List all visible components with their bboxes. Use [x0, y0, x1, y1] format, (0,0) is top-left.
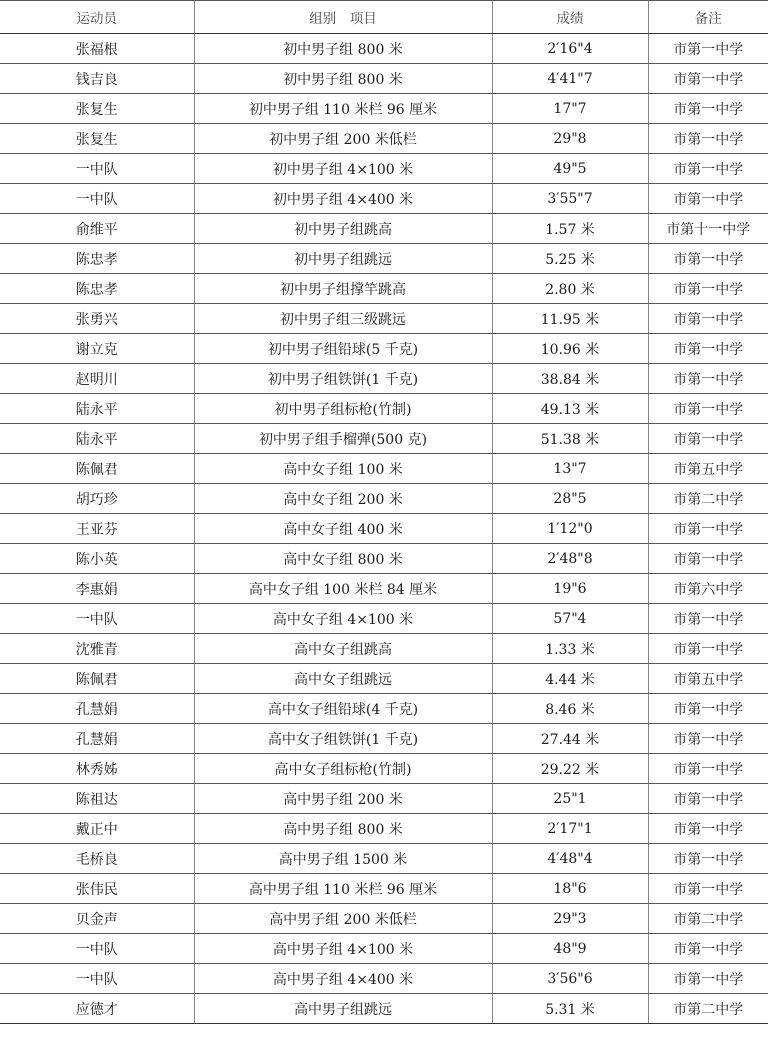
result-cell: 5.25 米	[492, 244, 648, 274]
result-cell: 19"6	[492, 574, 648, 604]
event-cell: 初中男子组 800 米	[194, 64, 492, 94]
event-cell: 初中男子组 110 米栏 96 厘米	[194, 94, 492, 124]
table-header	[0, 1, 768, 34]
event-cell: 高中男子组 110 米栏 96 厘米	[194, 874, 492, 904]
event-cell: 高中男子组 800 米	[194, 814, 492, 844]
table-row	[0, 334, 768, 364]
note-cell: 市第一中学	[648, 514, 768, 544]
result-cell: 13"7	[492, 454, 648, 484]
table-row	[0, 154, 768, 184]
result-cell: 29"3	[492, 904, 648, 934]
result-cell: 38.84 米	[492, 364, 648, 394]
event-cell: 初中男子组手榴弹(500 克)	[194, 424, 492, 454]
note-cell: 市第一中学	[648, 34, 768, 64]
athlete-cell: 赵明川	[0, 364, 194, 394]
table-row	[0, 724, 768, 754]
header-athlete: 运动员	[0, 1, 194, 34]
event-cell: 初中男子组撑竿跳高	[194, 274, 492, 304]
note-cell: 市第一中学	[648, 154, 768, 184]
event-cell: 高中男子组 4×100 米	[194, 934, 492, 964]
result-cell: 11.95 米	[492, 304, 648, 334]
athlete-cell: 陈小英	[0, 544, 194, 574]
event-cell: 初中男子组铁饼(1 千克)	[194, 364, 492, 394]
athlete-cell: 贝金声	[0, 904, 194, 934]
athlete-cell: 陆永平	[0, 424, 194, 454]
event-cell: 高中女子组 100 米	[194, 454, 492, 484]
note-cell: 市第一中学	[648, 424, 768, 454]
athlete-cell: 谢立克	[0, 334, 194, 364]
result-cell: 4′41"7	[492, 64, 648, 94]
note-cell: 市第一中学	[648, 694, 768, 724]
table-row	[0, 364, 768, 394]
table-row	[0, 184, 768, 214]
note-cell: 市第一中学	[648, 784, 768, 814]
table-row	[0, 64, 768, 94]
event-cell: 高中女子组铁饼(1 千克)	[194, 724, 492, 754]
note-cell: 市第一中学	[648, 244, 768, 274]
result-cell: 49"5	[492, 154, 648, 184]
athlete-cell: 胡巧珍	[0, 484, 194, 514]
result-cell: 1.57 米	[492, 214, 648, 244]
note-cell: 市第一中学	[648, 964, 768, 994]
athlete-cell: 一中队	[0, 964, 194, 994]
athlete-cell: 毛桥良	[0, 844, 194, 874]
note-cell: 市第一中学	[648, 874, 768, 904]
result-cell: 2′16"4	[492, 34, 648, 64]
result-cell: 10.96 米	[492, 334, 648, 364]
athlete-cell: 孔慧娟	[0, 724, 194, 754]
athlete-cell: 陈忠孝	[0, 244, 194, 274]
event-cell: 高中女子组 4×100 米	[194, 604, 492, 634]
athlete-cell: 俞维平	[0, 214, 194, 244]
table-row	[0, 484, 768, 514]
table-row	[0, 214, 768, 244]
note-cell: 市第一中学	[648, 634, 768, 664]
note-cell: 市第一中学	[648, 754, 768, 784]
table-row	[0, 274, 768, 304]
table-row	[0, 904, 768, 934]
table-row	[0, 844, 768, 874]
result-cell: 17"7	[492, 94, 648, 124]
note-cell: 市第一中学	[648, 814, 768, 844]
athlete-cell: 李惠娟	[0, 574, 194, 604]
table-row	[0, 124, 768, 154]
athlete-cell: 孔慧娟	[0, 694, 194, 724]
event-cell: 高中女子组 400 米	[194, 514, 492, 544]
athlete-cell: 王亚芬	[0, 514, 194, 544]
event-cell: 初中男子组 4×400 米	[194, 184, 492, 214]
event-cell: 初中男子组 200 米低栏	[194, 124, 492, 154]
athlete-cell: 林秀姊	[0, 754, 194, 784]
event-cell: 高中女子组跳高	[194, 634, 492, 664]
athlete-cell: 一中队	[0, 154, 194, 184]
event-cell: 初中男子组三级跳远	[194, 304, 492, 334]
event-cell: 高中女子组铅球(4 千克)	[194, 694, 492, 724]
result-cell: 1′12"0	[492, 514, 648, 544]
result-cell: 57"4	[492, 604, 648, 634]
result-cell: 4.44 米	[492, 664, 648, 694]
note-cell: 市第六中学	[648, 574, 768, 604]
event-cell: 初中男子组跳高	[194, 214, 492, 244]
result-cell: 2′48"8	[492, 544, 648, 574]
event-cell: 初中男子组跳远	[194, 244, 492, 274]
athlete-cell: 陈佩君	[0, 454, 194, 484]
note-cell: 市第一中学	[648, 844, 768, 874]
athlete-cell: 一中队	[0, 604, 194, 634]
table-row	[0, 634, 768, 664]
table-row	[0, 604, 768, 634]
table-row	[0, 784, 768, 814]
note-cell: 市第二中学	[648, 904, 768, 934]
note-cell: 市第二中学	[648, 994, 768, 1024]
event-cell: 高中男子组跳远	[194, 994, 492, 1024]
athlete-cell: 张勇兴	[0, 304, 194, 334]
athlete-cell: 张伟民	[0, 874, 194, 904]
table-row	[0, 574, 768, 604]
athlete-cell: 一中队	[0, 184, 194, 214]
note-cell: 市第一中学	[648, 334, 768, 364]
table-row	[0, 994, 768, 1024]
table-row	[0, 514, 768, 544]
result-cell: 2′17"1	[492, 814, 648, 844]
result-cell: 29.22 米	[492, 754, 648, 784]
table-row	[0, 664, 768, 694]
result-cell: 49.13 米	[492, 394, 648, 424]
result-cell: 51.38 米	[492, 424, 648, 454]
header-row	[0, 1, 768, 34]
event-cell: 初中男子组标枪(竹制)	[194, 394, 492, 424]
event-cell: 高中女子组跳远	[194, 664, 492, 694]
note-cell: 市第二中学	[648, 484, 768, 514]
table-row	[0, 694, 768, 724]
table-row	[0, 934, 768, 964]
note-cell: 市第一中学	[648, 364, 768, 394]
table-row	[0, 244, 768, 274]
header-event: 组别 项目	[194, 1, 492, 34]
table-row	[0, 304, 768, 334]
table-row	[0, 34, 768, 64]
athlete-cell: 沈雅青	[0, 634, 194, 664]
header-note: 备注	[648, 1, 768, 34]
table-row	[0, 874, 768, 904]
result-cell: 3′56"6	[492, 964, 648, 994]
table-body	[0, 34, 768, 1024]
event-cell: 高中男子组 200 米低栏	[194, 904, 492, 934]
note-cell: 市第一中学	[648, 604, 768, 634]
event-cell: 初中男子组 4×100 米	[194, 154, 492, 184]
event-cell: 初中男子组铅球(5 千克)	[194, 334, 492, 364]
note-cell: 市第一中学	[648, 184, 768, 214]
athlete-cell: 钱吉良	[0, 64, 194, 94]
result-cell: 29"8	[492, 124, 648, 154]
result-cell: 1.33 米	[492, 634, 648, 664]
result-cell: 27.44 米	[492, 724, 648, 754]
result-cell: 28"5	[492, 484, 648, 514]
result-cell: 5.31 米	[492, 994, 648, 1024]
event-cell: 高中男子组 1500 米	[194, 844, 492, 874]
event-cell: 高中女子组标枪(竹制)	[194, 754, 492, 784]
table-row	[0, 454, 768, 484]
note-cell: 市第一中学	[648, 544, 768, 574]
athlete-cell: 陈忠孝	[0, 274, 194, 304]
table-row	[0, 814, 768, 844]
result-cell: 8.46 米	[492, 694, 648, 724]
athlete-cell: 陆永平	[0, 394, 194, 424]
note-cell: 市第一中学	[648, 934, 768, 964]
event-cell: 高中男子组 4×400 米	[194, 964, 492, 994]
event-cell: 初中男子组 800 米	[194, 34, 492, 64]
note-cell: 市第十一中学	[648, 214, 768, 244]
table-row	[0, 754, 768, 784]
athlete-cell: 张福根	[0, 34, 194, 64]
note-cell: 市第一中学	[648, 94, 768, 124]
result-cell: 25"1	[492, 784, 648, 814]
athlete-cell: 陈佩君	[0, 664, 194, 694]
note-cell: 市第一中学	[648, 124, 768, 154]
athlete-cell: 应德才	[0, 994, 194, 1024]
note-cell: 市第五中学	[648, 454, 768, 484]
event-cell: 高中男子组 200 米	[194, 784, 492, 814]
note-cell: 市第一中学	[648, 724, 768, 754]
result-cell: 48"9	[492, 934, 648, 964]
table-row	[0, 964, 768, 994]
event-cell: 高中女子组 100 米栏 84 厘米	[194, 574, 492, 604]
header-result: 成绩	[492, 1, 648, 34]
athlete-cell: 张复生	[0, 124, 194, 154]
note-cell: 市第一中学	[648, 274, 768, 304]
athlete-cell: 一中队	[0, 934, 194, 964]
table-row	[0, 424, 768, 454]
table-row	[0, 394, 768, 424]
note-cell: 市第五中学	[648, 664, 768, 694]
athlete-cell: 张复生	[0, 94, 194, 124]
event-cell: 高中女子组 800 米	[194, 544, 492, 574]
table-row	[0, 544, 768, 574]
result-cell: 18"6	[492, 874, 648, 904]
table-row	[0, 94, 768, 124]
event-cell: 高中女子组 200 米	[194, 484, 492, 514]
result-cell: 4′48"4	[492, 844, 648, 874]
result-cell: 3′55"7	[492, 184, 648, 214]
note-cell: 市第一中学	[648, 64, 768, 94]
athlete-cell: 陈祖达	[0, 784, 194, 814]
note-cell: 市第一中学	[648, 304, 768, 334]
note-cell: 市第一中学	[648, 394, 768, 424]
athlete-cell: 戴正中	[0, 814, 194, 844]
result-cell: 2.80 米	[492, 274, 648, 304]
